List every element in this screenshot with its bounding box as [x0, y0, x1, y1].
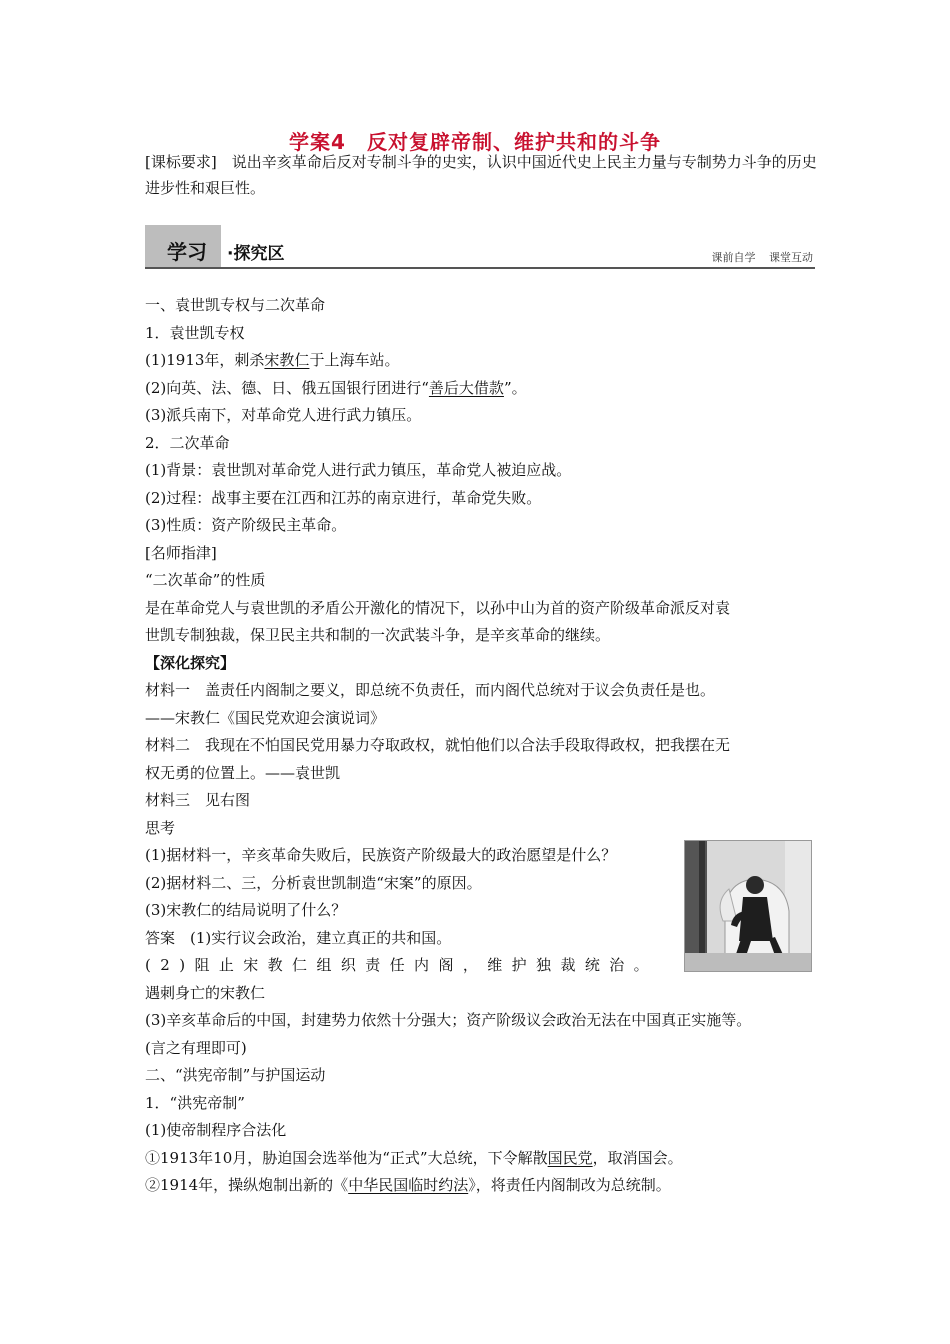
tip-text: 世凯专制独裁，保卫民主共和制的一次武装斗争，是辛亥革命的继续。 [145, 626, 611, 644]
photo-illustration [685, 841, 811, 971]
answer-note: (言之有理即可) [145, 1038, 247, 1057]
list-item: (2)过程：战事主要在江西和江苏的南京进行，革命党失败。 [145, 488, 542, 507]
banner-rule [145, 267, 815, 269]
requirement-text: 说出辛亥革命后反对专制斗争的史实，认识中国近代史上民主力量与专制势力斗争的历史进步性和艰巨性。 [145, 153, 817, 197]
historical-photo [684, 840, 812, 972]
list-item: ②1914年，操纵炮制出新的《中华民国临时约法》，将责任内阁制改为总统制。 [145, 1176, 671, 1194]
answer: (2)阻止宋教仁组织责任内阁，维护独裁统治。 [145, 956, 659, 974]
question: (2)据材料二、三，分析袁世凯制造“宋案”的原因。 [145, 873, 482, 892]
material-two: 材料二 我现在不怕国民党用暴力夺取政权，就怕他们以合法手段取得政权，把我摆在无 [145, 736, 731, 754]
question: (3)宋教仁的结局说明了什么？ [145, 901, 347, 919]
deep-explore-tag: 【深化探究】 [145, 653, 236, 672]
list-item: ①1913年10月，胁迫国会选举他为“正式”大总统，下令解散国民党，取消国会。 [145, 1148, 683, 1167]
list-item: (3)性质：资产阶级民主革命。 [145, 516, 347, 534]
photo-caption: 遇刺身亡的宋教仁 [145, 983, 266, 1002]
section-heading: 二、“洪宪帝制”与护国运动 [145, 1066, 326, 1084]
tip-tag: [名师指津] [145, 543, 217, 562]
list-item: (1)使帝制程序合法化 [145, 1121, 287, 1139]
answer: (3)辛亥革命后的中国，封建势力依然十分强大；资产阶级议会政治无法在中国真正实施等。 [145, 1011, 752, 1029]
key-term: 中华民国临时约法 [348, 1176, 469, 1194]
requirement-tag: [课标要求] [145, 153, 217, 171]
main-content [145, 292, 817, 1200]
tip-title: “二次革命”的性质 [145, 571, 266, 589]
tip-text: 是在革命党人与袁世凯的矛盾公开激化的情况下，以孙中山为首的资产阶级革命派反对袁 [145, 598, 731, 617]
subheading: 1．袁世凯专权 [145, 323, 245, 342]
list-item: (3)派兵南下，对革命党人进行武力镇压。 [145, 406, 422, 424]
answer: 答案 (1)实行议会政治，建立真正的共和国。 [145, 928, 452, 947]
subheading: 1．“洪宪帝制” [145, 1093, 245, 1112]
material-two: 权无勇的位置上。——袁世凯 [145, 763, 341, 782]
banner-right-label: 课前自学 课堂互动 [711, 251, 813, 264]
key-term: 国民党 [547, 1148, 593, 1167]
key-term: 善后大借款 [428, 378, 504, 397]
material-three: 材料三 见右图 [145, 791, 251, 809]
think-label: 思考 [145, 818, 176, 837]
section-heading: 一、袁世凯专权与二次革命 [145, 296, 326, 314]
list-item: (1)背景：袁世凯对革命党人进行武力镇压，革命党人被迫应战。 [145, 461, 572, 479]
banner-main-label: 学习 [167, 240, 207, 264]
subheading: 2．二次革命 [145, 433, 230, 452]
list-item: (2)向英、法、德、日、俄五国银行团进行“善后大借款”。 [145, 378, 527, 397]
page-title: 学案4 反对复辟帝制、维护共和的斗争 [289, 130, 661, 154]
material-one-source: ——宋教仁《国民党欢迎会演说词》 [145, 708, 386, 727]
section-banner [145, 225, 815, 269]
banner-sub-label: ·探究区 [227, 244, 285, 264]
question: (1)据材料一，辛亥革命失败后，民族资产阶级最大的政治愿望是什么？ [145, 846, 617, 864]
key-term: 宋教仁 [264, 351, 310, 369]
list-item: (1)1913年，刺杀宋教仁于上海车站。 [145, 351, 400, 369]
material-one: 材料一 盖责任内阁制之要义，即总统不负责任，而内阁代总统对于议会负责任是也。 [145, 681, 716, 699]
curriculum-requirement [145, 149, 817, 201]
